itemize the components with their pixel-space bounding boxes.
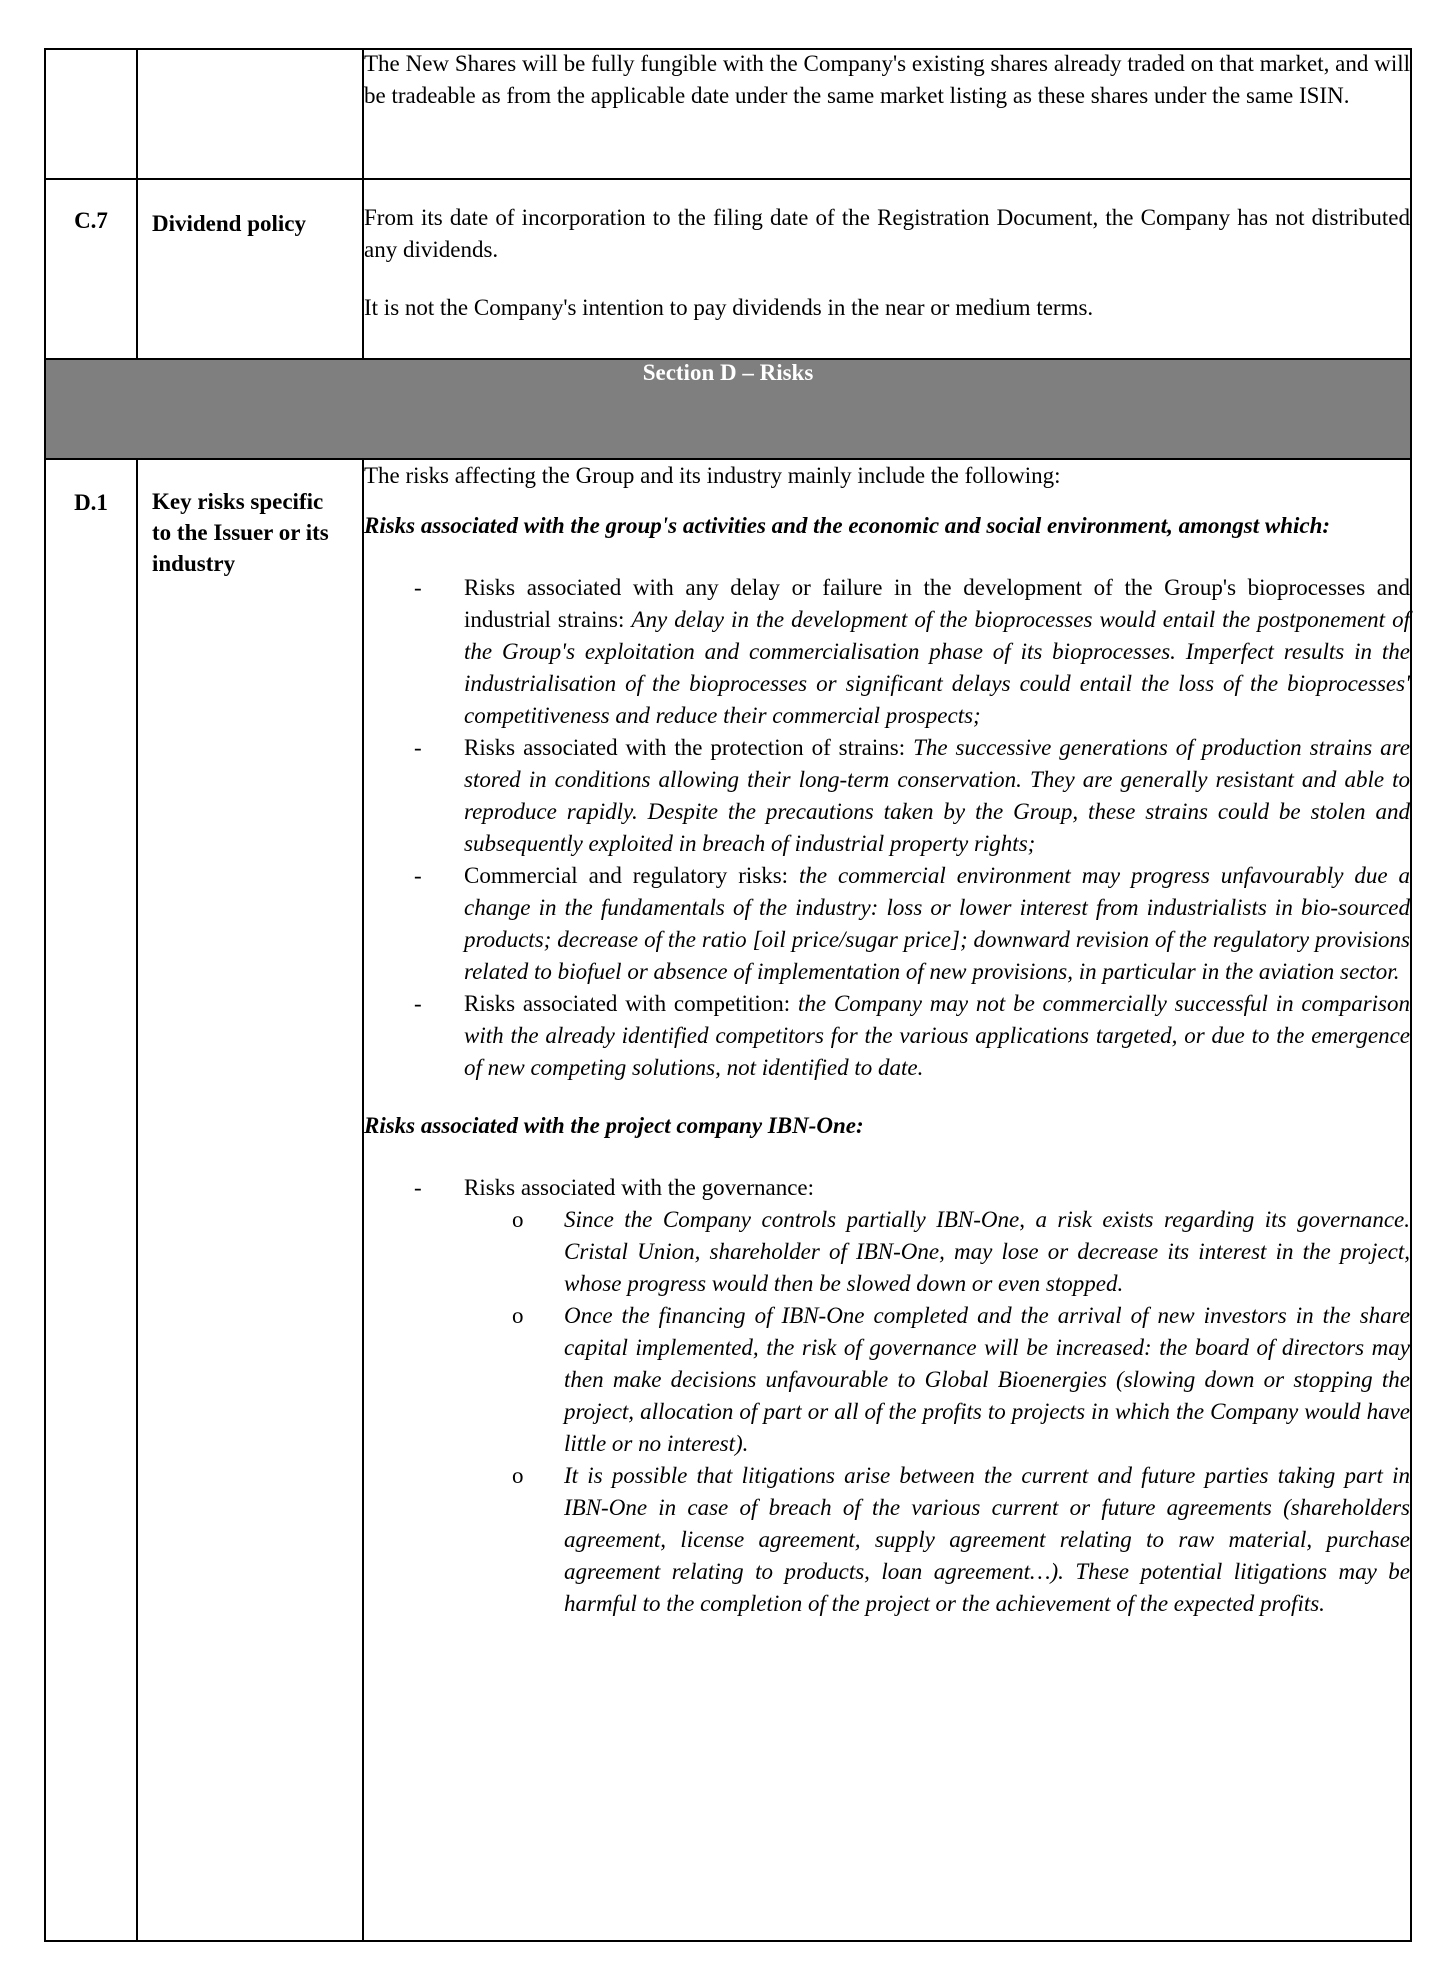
row-d1-element: Key risks specific to the Issuer or its industry: [152, 489, 329, 576]
list-item: [364, 860, 1410, 988]
risks-heading-activities: Risks associated with the group's activities and the economic and social environment, amongst which:: [364, 513, 1331, 538]
row-d1: [45, 459, 1411, 1941]
list-item: [364, 988, 1410, 1084]
dash-bullet: -: [414, 991, 422, 1016]
row-d1-content-cell: [363, 459, 1411, 1941]
risk-lead: Risks associated with the protection of strains:: [464, 735, 914, 760]
summary-table-page: [44, 48, 1410, 1942]
list-item: [464, 1460, 1410, 1620]
row-d1-code-cell: [45, 459, 137, 1941]
summary-table: [44, 48, 1412, 1942]
risk-detail: the Company may not be commercially successful in comparison with the already identified competitors for the various applications targeted, or due to the emergence of new competing solutions, not identified to date.: [464, 991, 1410, 1080]
list-item: [364, 572, 1410, 732]
risks-intro: The risks affecting the Group and its industry mainly include the following:: [364, 463, 1061, 488]
row-c6-continuation: [45, 49, 1411, 179]
circle-bullet: o: [512, 1303, 524, 1328]
row-c7-code-cell: [45, 179, 137, 359]
governance-item: It is possible that litigations arise between the current and future parties taking part in IBN-One in case of breach of the various current or future agreements (shareholders agreement, license agreement, supply agreement relating to raw material, purchase agreement relating to products, loan agreement…). These potential litigations may be harmful to the completion of the project or the achievement of the expected profits.: [564, 1463, 1410, 1616]
circle-bullet: o: [512, 1463, 524, 1488]
governance-item: Since the Company controls partially IBN-One, a risk exists regarding its governance. Cristal Union, shareholder of IBN-One, may lose or decrease its interest in the project, whose progress would then be slowed down or even stopped.: [564, 1207, 1410, 1296]
list-item: [364, 732, 1410, 860]
dash-bullet: -: [414, 863, 422, 888]
risk-detail: The successive generations of production strains are stored in conditions allowing their long-term conservation. They are generally resistant and able to reproduce rapidly. Despite the precautions taken by the Group, these strains could be stolen and subsequently exploited in breach of industrial property rights;: [464, 735, 1410, 856]
list-item: [464, 1300, 1410, 1460]
row-c7-content-cell: [363, 179, 1411, 359]
governance-item: Once the financing of IBN-One completed and the arrival of new investors in the share capital implemented, the risk of governance will be increased: the board of directors may then make decisions unfavourable to Global Bioenergies (slowing down or stopping the project, allocation of part or all of the profits to projects in which the Company would have little or no interest).: [564, 1303, 1410, 1456]
section-d-title: Section D – Risks: [45, 359, 1411, 459]
risk-lead: Risks associated with any delay or failure in the development of the Group's bioprocesses and industrial strains:: [464, 575, 1410, 632]
risk-lead: Commercial and regulatory risks:: [464, 863, 800, 888]
row-c7-element-cell: [137, 179, 363, 359]
governance-sublist: [464, 1204, 1410, 1620]
row-c7: [45, 179, 1411, 359]
dash-bullet: -: [414, 1175, 422, 1200]
dash-bullet: -: [414, 735, 422, 760]
row-c6-code-cell: [45, 49, 137, 179]
section-d-banner: [45, 359, 1411, 459]
risks-heading-ibn-one: Risks associated with the project company IBN-One:: [364, 1113, 864, 1138]
activity-risks-list: [364, 572, 1410, 1084]
ibn-one-risks-list: [364, 1172, 1410, 1620]
list-item: [464, 1204, 1410, 1300]
row-c6-content-cell: [363, 49, 1411, 179]
list-item: [364, 1172, 1410, 1620]
row-d1-code: D.1: [74, 490, 108, 515]
c6-fungibility-text: The New Shares will be fully fungible with the Company's existing shares already traded on that market, and will be tradeable as from the applicable date under the same market listing as these shares under the same ISIN.: [364, 51, 1410, 108]
dash-bullet: -: [414, 575, 422, 600]
dividend-para-2: It is not the Company's intention to pay dividends in the near or medium terms.: [364, 295, 1094, 320]
risk-detail: Any delay in the development of the bioprocesses would entail the postponement of the Group's exploitation and commercialisation phase of its bioprocesses. Imperfect results in the industrialisation of the bioprocesses or significant delays could entail the loss of the bioprocesses' competitiveness and reduce their commercial prospects;: [464, 607, 1410, 728]
governance-lead: Risks associated with the governance:: [464, 1175, 815, 1200]
risk-detail: the commercial environment may progress unfavourably due a change in the fundamentals of the industry: loss or lower interest from industrialists in bio-sourced products; decrease of the ratio [oil price/sugar price]; downward revision of the regulatory provisions related to biofuel or absence of implementation of new provisions, in particular in the aviation sector.: [464, 863, 1410, 984]
row-c6-element-cell: [137, 49, 363, 179]
circle-bullet: o: [512, 1207, 524, 1232]
row-c7-code: C.7: [74, 208, 108, 233]
row-c7-element: Dividend policy: [152, 211, 307, 236]
risk-lead: Risks associated with competition:: [464, 991, 798, 1016]
dividend-para-1: From its date of incorporation to the filing date of the Registration Document, the Company has not distributed any dividends.: [364, 205, 1410, 262]
row-d1-element-cell: [137, 459, 363, 1941]
